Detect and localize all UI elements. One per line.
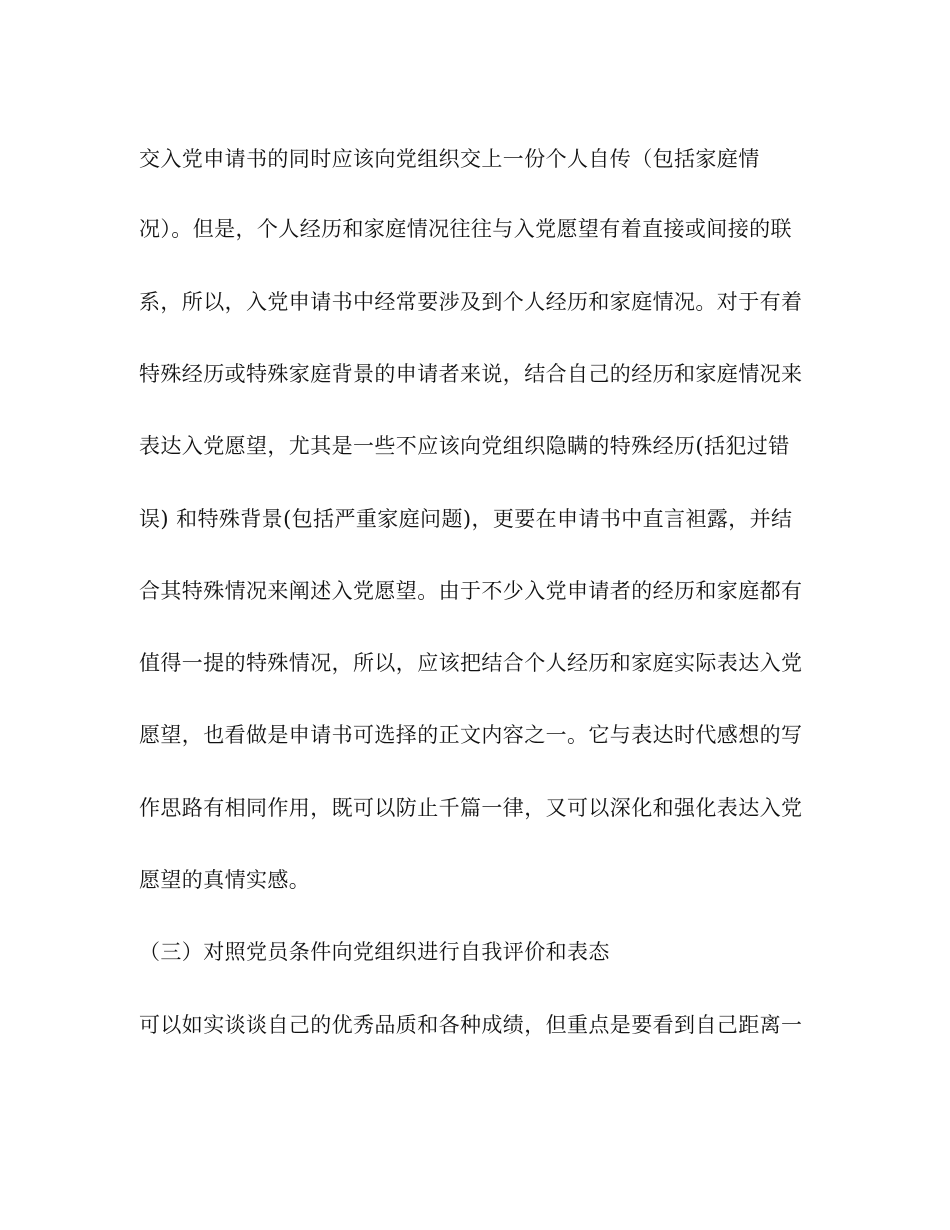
paragraph-line: 表达入党愿望，尤其是一些不应该向党组织隐瞒的特殊经历(括犯过错: [139, 434, 790, 458]
paragraph-line: 误) 和特殊背景(包括严重家庭问题)，更要在申请书中直言袒露，并结: [139, 507, 793, 531]
paragraph-line: 愿望的真情实感。: [139, 868, 311, 892]
paragraph-line: 特殊经历或特殊家庭背景的申请者来说，结合自己的经历和家庭情况来: [139, 362, 803, 386]
section-heading: （三）对照党员条件向党组织进行自我评价和表态: [139, 940, 610, 964]
paragraph-line: 可以如实谈谈自己的优秀品质和各种成绩，但重点是要看到自己距离一: [139, 1013, 803, 1037]
paragraph-line: 作思路有相同作用，既可以防止千篇一律，又可以深化和强化表达入党: [139, 796, 803, 820]
paragraph-line: 愿望，也看做是申请书可选择的正文内容之一。它与表达时代感想的写: [139, 723, 803, 747]
paragraph-line: 合其特殊情况来阐述入党愿望。由于不少入党申请者的经历和家庭都有: [139, 579, 803, 603]
paragraph-line: 况）。但是，个人经历和家庭情况往往与入党愿望有着直接或间接的联: [139, 217, 792, 241]
paragraph-line: 系，所以，入党申请书中经常要涉及到个人经历和家庭情况。对于有着: [139, 290, 803, 314]
paragraph-line: 值得一提的特殊情况，所以，应该把结合个人经历和家庭实际表达入党: [139, 651, 803, 675]
paragraph-line: 交入党申请书的同时应该向党组织交上一份个人自传（包括家庭情: [139, 147, 760, 171]
